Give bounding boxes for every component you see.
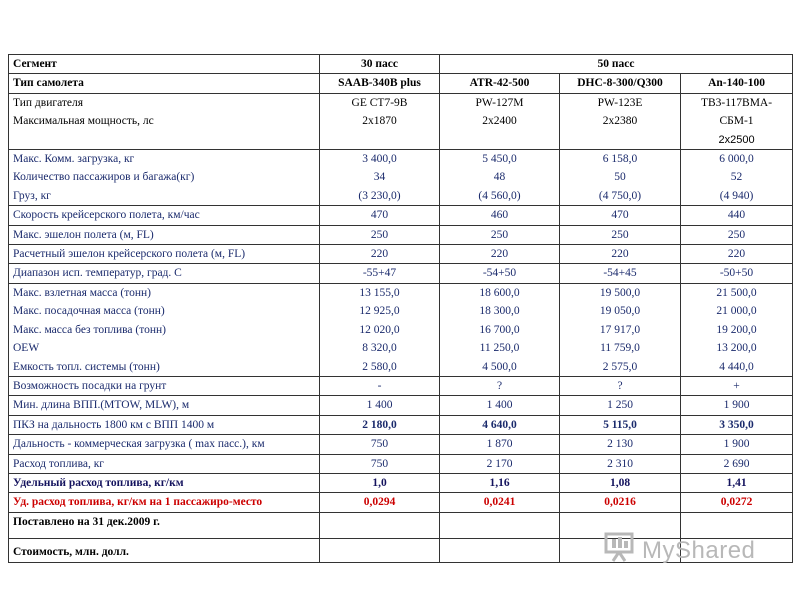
fuel-per-km-value: 1,08 — [560, 473, 681, 492]
fuel-per-km-value: 1,0 — [320, 473, 440, 492]
row-value: ? — [440, 376, 560, 395]
row-label: Возможность посадки на грунт — [9, 376, 320, 395]
pkz-label: ПКЗ на дальность 1800 км с ВПП 1400 м — [9, 415, 320, 434]
presentation-icon — [604, 532, 638, 569]
watermark — [604, 532, 755, 569]
mass-value: 12 925,0 — [359, 305, 400, 318]
mass-cell — [440, 283, 560, 376]
mass-value: 4 440,0 — [719, 360, 754, 373]
mass-value: 19 500,0 — [599, 286, 641, 299]
row-value: 250 — [320, 225, 440, 244]
row-value: + — [681, 376, 793, 395]
row-value: 470 — [560, 206, 681, 225]
mass-value: 12 020,0 — [359, 323, 400, 336]
aircraft-dhc: DHC-8-300/Q300 — [560, 74, 681, 93]
table-row — [9, 206, 793, 225]
mass-value: 16 700,0 — [479, 323, 520, 336]
engine-type-label: Тип двигателя — [13, 96, 84, 109]
row-value: -54+50 — [440, 264, 560, 283]
watermark-text: MyShared — [642, 536, 756, 564]
mass-value: 17 917,0 — [599, 323, 641, 336]
mass-value: 19 050,0 — [599, 305, 641, 318]
segment-50: 50 пасс — [440, 55, 793, 74]
fuel-per-seat-value: 0,0241 — [440, 493, 560, 512]
row-value: 1 870 — [440, 435, 560, 454]
row-value: 470 — [320, 206, 440, 225]
pkz-value: 3 350,0 — [681, 415, 793, 434]
mass-value: 4 500,0 — [482, 360, 517, 373]
passengers-value: 52 — [730, 171, 743, 184]
row-value: ? — [560, 376, 681, 395]
row-value: 2 170 — [440, 454, 560, 473]
table-row — [9, 454, 793, 473]
fuel-per-seat-value: 0,0216 — [560, 493, 681, 512]
row-label: Дальность - коммерческая загрузка ( max пасс.), км — [9, 435, 320, 454]
fuel-per-seat-row — [9, 493, 793, 512]
mass-value: 8 320,0 — [362, 342, 397, 355]
aircraft-an: An-140-100 — [681, 74, 793, 93]
segment-label: Сегмент — [9, 55, 320, 74]
row-value: 1 400 — [440, 396, 560, 415]
delivered-label: Поставлено на 31 дек.2009 г. — [9, 512, 320, 538]
fuel-per-seat-label: Уд. расход топлива, кг/км на 1 пассажиро-место — [9, 493, 320, 512]
fuel-per-km-value: 1,16 — [440, 473, 560, 492]
payload-cell — [560, 150, 681, 206]
pkz-value: 4 640,0 — [440, 415, 560, 434]
row-value: 250 — [560, 225, 681, 244]
table-row — [9, 396, 793, 415]
mass-value: 18 300,0 — [479, 305, 520, 318]
power-value: 2x2400 — [482, 115, 517, 128]
engine-value: PW-123E — [597, 96, 643, 109]
cargo-label: Груз, кг — [13, 189, 51, 202]
cargo-value: (4 940) — [719, 189, 754, 202]
pkz-value: 2 180,0 — [320, 415, 440, 434]
mass-labels — [9, 283, 320, 376]
cost-cell — [320, 538, 440, 562]
delivered-cell — [320, 512, 440, 538]
table-row — [9, 245, 793, 264]
row-value: 1 900 — [681, 435, 793, 454]
row-value: 220 — [440, 245, 560, 264]
engine-value: ТВ3-117ВМА- — [700, 96, 773, 109]
cargo-value: (3 230,0) — [358, 189, 401, 202]
engine-cell — [320, 93, 440, 149]
cost-label: Стоимость, млн. долл. — [9, 538, 320, 562]
mass-value: 11 250,0 — [479, 342, 520, 355]
row-value: 2 690 — [681, 454, 793, 473]
passengers-label: Количество пассажиров и багажа(кг) — [13, 171, 195, 184]
payload-value: 3 400,0 — [362, 153, 397, 166]
row-value: 440 — [681, 206, 793, 225]
mass-value: 2 580,0 — [362, 360, 397, 373]
mass-value: 19 200,0 — [716, 323, 757, 336]
mass-row — [9, 283, 793, 376]
fuel-per-km-label: Удельный расход топлива, кг/км — [9, 473, 320, 492]
payload-value: 5 450,0 — [482, 153, 517, 166]
row-value: -50+50 — [681, 264, 793, 283]
fuel-per-km-value: 1,41 — [681, 473, 793, 492]
segment-30: 30 пасс — [320, 55, 440, 74]
mass-value: 13 155,0 — [359, 286, 400, 299]
payload-value: 6 158,0 — [602, 153, 638, 166]
engine-cell — [560, 93, 681, 149]
engine-cell — [440, 93, 560, 149]
cargo-value: (4 750,0) — [598, 189, 642, 202]
fuel-per-seat-value: 0,0272 — [681, 493, 793, 512]
engine-value: PW-127M — [475, 96, 524, 109]
table-row — [9, 435, 793, 454]
passengers-value: 50 — [614, 171, 626, 184]
payload-row — [9, 150, 793, 206]
row-value: 250 — [681, 225, 793, 244]
mass-value: 11 759,0 — [600, 342, 640, 355]
max-payload-label: Макс. Комм. загрузка, кг — [13, 153, 135, 166]
segment-row — [9, 55, 793, 74]
row-value: 1 900 — [681, 396, 793, 415]
aircraft-comparison-table — [8, 54, 793, 563]
fuel-per-seat-value: 0,0294 — [320, 493, 440, 512]
row-value: 2 130 — [560, 435, 681, 454]
mass-cell — [560, 283, 681, 376]
row-value: 2 310 — [560, 454, 681, 473]
payload-value: 6 000,0 — [719, 153, 754, 166]
engine-value: GE CT7-9B — [351, 96, 408, 109]
row-value: -54+45 — [560, 264, 681, 283]
range-fuel-rows — [9, 435, 793, 474]
pkz-value: 5 115,0 — [560, 415, 681, 434]
row-value: 750 — [320, 454, 440, 473]
engine-row — [9, 93, 793, 149]
engine-cell — [681, 93, 793, 149]
engine-value: СБМ-1 — [719, 115, 754, 128]
power-value: 2x1870 — [362, 115, 397, 128]
delivered-cell — [440, 512, 560, 538]
row-label: Скорость крейсерского полета, км/час — [9, 206, 320, 225]
row-value: 220 — [320, 245, 440, 264]
speed-altitude-rows — [9, 206, 793, 284]
pkz-row — [9, 415, 793, 434]
aircraft-type-label: Тип самолета — [9, 74, 320, 93]
row-value: 460 — [440, 206, 560, 225]
mass-value: 13 200,0 — [716, 342, 757, 355]
table-row — [9, 264, 793, 283]
aircraft-atr: ATR-42-500 — [440, 74, 560, 93]
row-label: Макс. эшелон полета (м, FL) — [9, 225, 320, 244]
passengers-value: 34 — [373, 171, 386, 184]
table-row — [9, 376, 793, 395]
row-label: Мин. длина ВПП.(MTOW, MLW), м — [9, 396, 320, 415]
fuel-per-km-row — [9, 473, 793, 492]
fuel-capacity-label: Емкость топл. системы (тонн) — [13, 360, 160, 373]
engine-labels — [9, 93, 320, 149]
row-label: Расчетный эшелон крейсерского полета (м, FL) — [9, 245, 320, 264]
oew-label: OEW — [13, 342, 40, 355]
mass-value: 2 575,0 — [602, 360, 638, 373]
aircraft-saab: SAAB-340B plus — [320, 74, 440, 93]
payload-cell — [320, 150, 440, 206]
mass-value: 21 500,0 — [716, 286, 757, 299]
mass-value: 21 000,0 — [716, 305, 757, 318]
row-value: 250 — [440, 225, 560, 244]
row-value: - — [320, 376, 440, 395]
mass-cell — [320, 283, 440, 376]
row-label: Диапазон исп. температур, град. С — [9, 264, 320, 283]
mzfw-label: Макс. масса без топлива (тонн) — [13, 323, 166, 336]
row-value: 1 250 — [560, 396, 681, 415]
max-power-label: Максимальная мощность, лс — [13, 115, 154, 128]
row-value: -55+47 — [320, 264, 440, 283]
row-value: 1 400 — [320, 396, 440, 415]
passengers-value: 48 — [493, 171, 506, 184]
mlw-label: Макс. посадочная масса (тонн) — [13, 305, 165, 318]
table-row — [9, 225, 793, 244]
power-value: 2x2500 — [718, 133, 755, 146]
aircraft-type-row — [9, 74, 793, 93]
payload-cell — [440, 150, 560, 206]
cost-cell — [440, 538, 560, 562]
payload-labels — [9, 150, 320, 206]
mtow-label: Макс. взлетная масса (тонн) — [13, 286, 151, 299]
power-value: 2x2380 — [602, 115, 638, 128]
mass-value: 18 600,0 — [479, 286, 520, 299]
row-value: 220 — [681, 245, 793, 264]
row-value: 750 — [320, 435, 440, 454]
runway-rows — [9, 376, 793, 415]
cargo-value: (4 560,0) — [478, 189, 521, 202]
row-value: 220 — [560, 245, 681, 264]
payload-cell — [681, 150, 793, 206]
row-label: Расход топлива, кг — [9, 454, 320, 473]
mass-cell — [681, 283, 793, 376]
